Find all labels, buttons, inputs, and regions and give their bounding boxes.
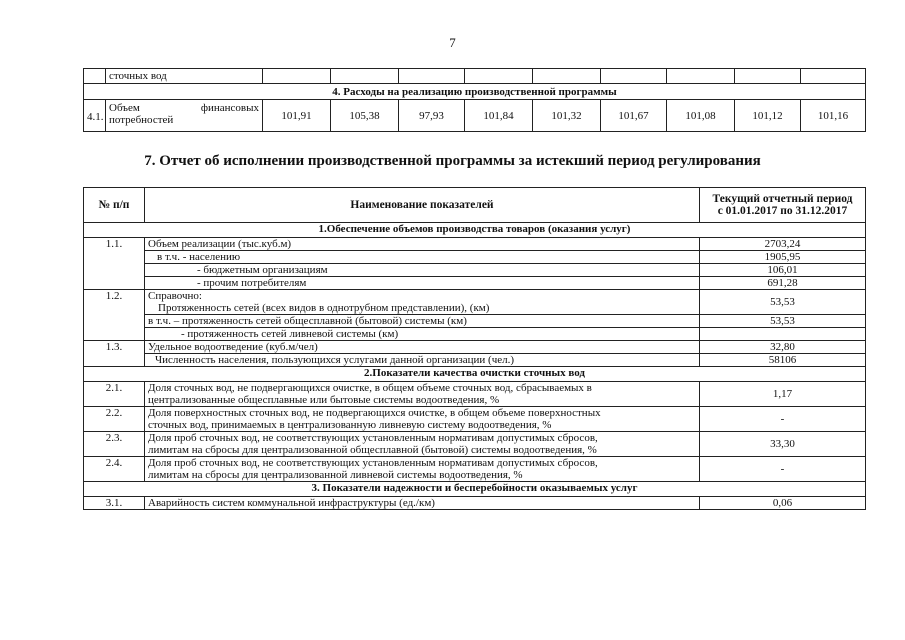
header-num: № п/п [84,188,145,223]
section-title: 7. Отчет об исполнении производственной программы за истекший период регулирования [144,153,761,169]
table-row: Численность населения, пользующихся услугами данной организации (чел.) 58106 [84,354,866,367]
expenses-table [83,68,866,132]
report-table [83,187,866,510]
table-row: - прочим потребителям 691,28 [84,277,866,290]
table-row: 1.2. Справочно: Протяженность сетей (всех видов в однотрубном представлении), (км) 53,53 [84,290,866,315]
header-name: Наименование показателей [145,188,700,223]
value-cell: 101,84 [465,100,533,132]
row-label: сточных вод [106,69,263,84]
section-row: 1.Обеспечение объемов производства товаров (оказания услуг) [84,223,866,238]
table-row: 1.1. Объем реализации (тыс.куб.м) 2703,24 [84,238,866,251]
value-cell: 105,38 [331,100,399,132]
header-period: Текущий отчетный период с 01.01.2017 по 31.12.2017 [700,188,866,223]
page-number: 7 [449,35,456,50]
value-cell: 97,93 [399,100,465,132]
section-row: 3. Показатели надежности и бесперебойности оказываемых услуг [84,482,866,497]
table-row: - бюджетным организациям 106,01 [84,264,866,277]
table-row: 2.2. Доля поверхностных сточных вод, не подвергающихся очистке, в общем объеме поверхностных сточных вод, принимаемых в централизованную ливневую систему водоотведения, % - [84,407,866,432]
value-cell: 101,91 [263,100,331,132]
value-cell: 101,12 [735,100,801,132]
section-header: 4. Расходы на реализацию производственной программы [84,84,866,100]
table-row: 2.3. Доля проб сточных вод, не соответствующих установленным нормативам допустимых сбросов, лимитам на сбросы для централизованной общесплавной (бытовой) системы водоотведения, % 33,30 [84,432,866,457]
table-row: в т.ч. - населению 1905,95 [84,251,866,264]
value-cell: 101,32 [533,100,601,132]
row-number: 4.1. [84,100,106,132]
value-cell: 101,08 [667,100,735,132]
table-row: - протяженность сетей ливневой системы (км) [84,328,866,341]
section-row: 2.Показатели качества очистки сточных вод [84,367,866,382]
table-row: в т.ч. – протяженность сетей общесплавной (бытовой) системы (км) 53,53 [84,315,866,328]
value-cell: 101,67 [601,100,667,132]
value-cell: 101,16 [801,100,866,132]
table-row: 3.1. Аварийность систем коммунальной инфраструктуры (ед./км) 0,06 [84,497,866,510]
table-row [84,69,866,84]
table-row: 2.1. Доля сточных вод, не подвергающихся очистке, в общем объеме сточных вод, сбрасываемых в централизованные общесплавные или бытовые системы водоотведения, % 1,17 [84,382,866,407]
header-row [84,188,866,223]
table-row: 2.4. Доля проб сточных вод, не соответствующих установленным нормативам допустимых сбросов, лимитам на сбросы для централизованной ливневой системы водоотведения, % - [84,457,866,482]
table-row: 1.3. Удельное водоотведение (куб.м/чел) 32,80 [84,341,866,354]
section-header-row [84,84,866,100]
row-name: Объем финансовых потребностей [106,100,263,132]
table-row [84,100,866,132]
